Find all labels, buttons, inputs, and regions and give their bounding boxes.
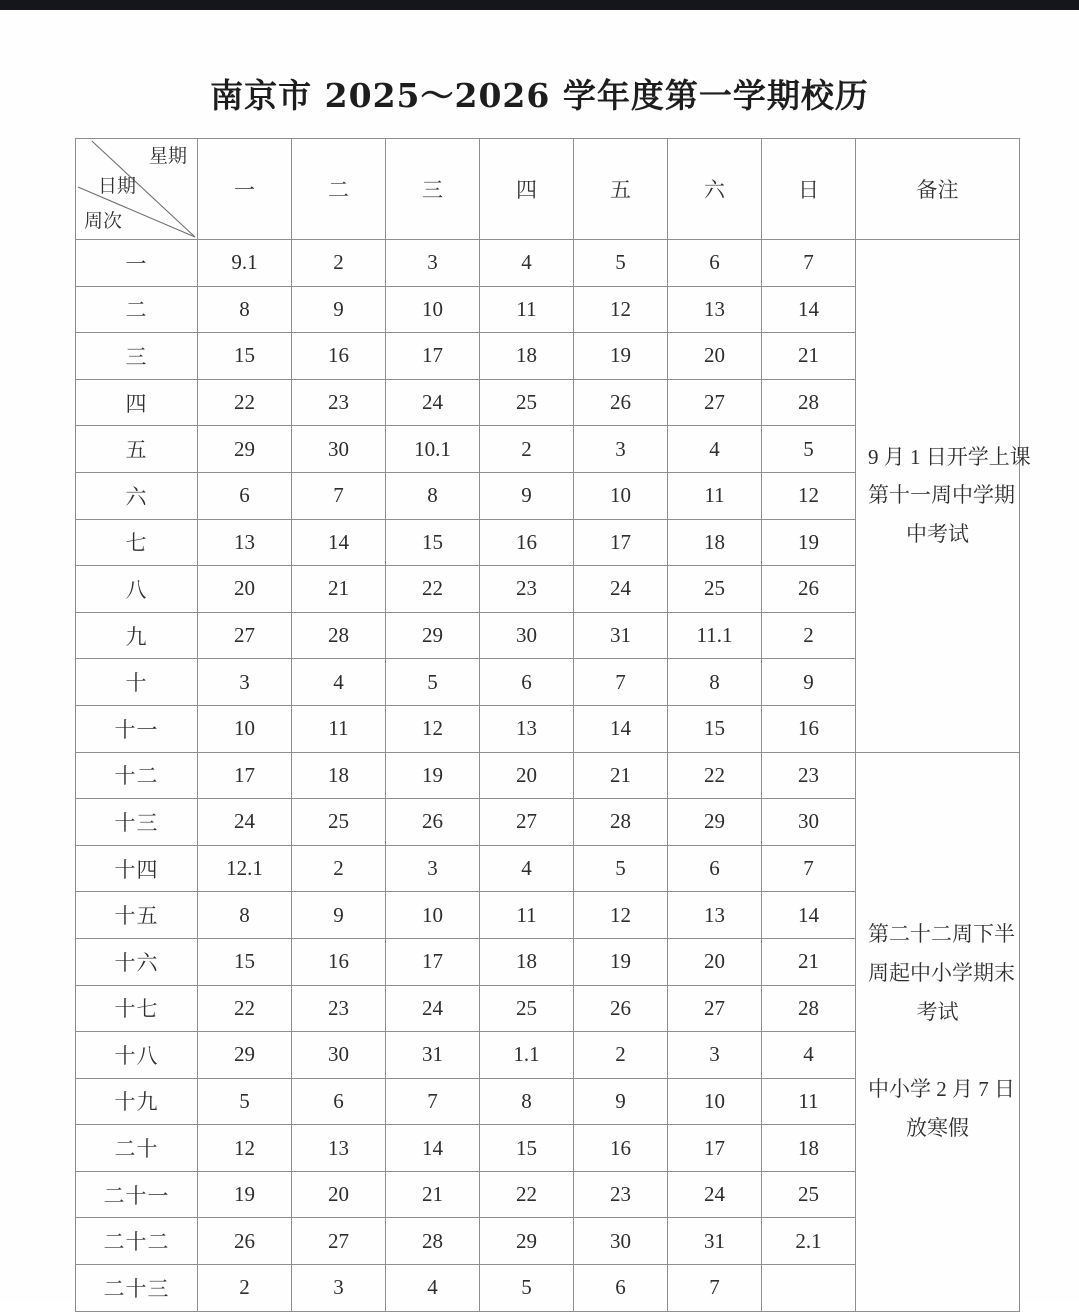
- date-cell: 30: [292, 426, 386, 473]
- week-number-cell: 一: [76, 240, 198, 287]
- date-cell: 10: [386, 286, 480, 333]
- week-number-cell: 四: [76, 379, 198, 426]
- date-cell: 10.1: [386, 426, 480, 473]
- date-cell: 14: [292, 519, 386, 566]
- date-cell: 22: [668, 752, 762, 799]
- weekday-header-5: 五: [574, 139, 668, 240]
- date-cell: 11: [762, 1078, 856, 1125]
- date-cell: 3: [292, 1265, 386, 1312]
- date-cell: 27: [668, 985, 762, 1032]
- date-cell: 6: [480, 659, 574, 706]
- remark-line: 9 月 1 日开学上课: [868, 444, 1031, 469]
- header-corner-cell: [76, 139, 198, 240]
- date-cell: 7: [292, 472, 386, 519]
- date-cell: 2: [198, 1265, 292, 1312]
- date-cell: 21: [292, 566, 386, 613]
- date-cell: 6: [668, 240, 762, 287]
- date-cell: 28: [292, 612, 386, 659]
- date-cell: 26: [574, 985, 668, 1032]
- week-number-cell: 十二: [76, 752, 198, 799]
- week-number-cell: 六: [76, 472, 198, 519]
- date-cell: 3: [668, 1032, 762, 1079]
- date-cell: 26: [574, 379, 668, 426]
- date-cell: 22: [386, 566, 480, 613]
- remark-line: 中小学 2 月 7 日: [868, 1077, 1015, 1102]
- date-cell: 4: [480, 845, 574, 892]
- date-cell: 17: [668, 1125, 762, 1172]
- date-cell: 29: [198, 1032, 292, 1079]
- date-cell: 21: [574, 752, 668, 799]
- date-cell: 10: [668, 1078, 762, 1125]
- week-number-cell: 十七: [76, 985, 198, 1032]
- date-cell: 6: [292, 1078, 386, 1125]
- date-cell: 27: [480, 799, 574, 846]
- date-cell: 11: [668, 472, 762, 519]
- date-cell: 3: [198, 659, 292, 706]
- date-cell: 13: [668, 892, 762, 939]
- date-cell: 2: [292, 845, 386, 892]
- date-cell: 17: [198, 752, 292, 799]
- week-number-cell: 十一: [76, 705, 198, 752]
- document-page: [0, 10, 1079, 1301]
- date-cell: 19: [574, 333, 668, 380]
- weekday-header-6: 六: [668, 139, 762, 240]
- date-cell: 29: [668, 799, 762, 846]
- date-cell: 25: [292, 799, 386, 846]
- date-cell: 2.1: [762, 1218, 856, 1265]
- week-number-cell: 十四: [76, 845, 198, 892]
- date-cell: 28: [762, 379, 856, 426]
- date-cell: 19: [762, 519, 856, 566]
- date-cell: 12: [574, 286, 668, 333]
- date-cell: 11: [292, 705, 386, 752]
- date-cell: 5: [198, 1078, 292, 1125]
- date-cell: 17: [386, 333, 480, 380]
- date-cell: 6: [198, 472, 292, 519]
- week-number-cell: 五: [76, 426, 198, 473]
- remark-cell: [856, 240, 1031, 753]
- date-cell: 17: [574, 519, 668, 566]
- date-cell: 29: [198, 426, 292, 473]
- remark-spacer: [868, 1032, 1007, 1071]
- date-cell: 23: [762, 752, 856, 799]
- date-cell: 24: [386, 379, 480, 426]
- date-cell: 1.1: [480, 1032, 574, 1079]
- date-cell: 5: [386, 659, 480, 706]
- week-number-cell: 十五: [76, 892, 198, 939]
- date-cell: 14: [762, 286, 856, 333]
- date-cell: 16: [574, 1125, 668, 1172]
- date-cell: 27: [198, 612, 292, 659]
- date-cell: 9: [292, 286, 386, 333]
- week-number-cell: 十九: [76, 1078, 198, 1125]
- date-cell: 3: [574, 426, 668, 473]
- date-cell: 31: [386, 1032, 480, 1079]
- remark-line: 第十一周中学期: [868, 483, 1015, 508]
- date-cell: 18: [292, 752, 386, 799]
- date-cell: 26: [762, 566, 856, 613]
- date-cell: 5: [480, 1265, 574, 1312]
- corner-date-label: 日期: [98, 176, 137, 197]
- date-cell: 4: [668, 426, 762, 473]
- week-number-cell: 十: [76, 659, 198, 706]
- date-cell: 9: [762, 659, 856, 706]
- weekday-header-3: 三: [386, 139, 480, 240]
- date-cell: 6: [574, 1265, 668, 1312]
- date-cell: 4: [386, 1265, 480, 1312]
- notes-header: 备注: [856, 139, 1020, 240]
- corner-weekday-label: 星期: [148, 146, 187, 167]
- date-cell: 12: [574, 892, 668, 939]
- weekday-header-4: 四: [480, 139, 574, 240]
- week-number-cell: 二十一: [76, 1171, 198, 1218]
- date-cell: 19: [574, 938, 668, 985]
- date-cell: 30: [574, 1218, 668, 1265]
- date-cell: 8: [668, 659, 762, 706]
- date-cell: [762, 1265, 856, 1312]
- remark-line: 放寒假: [906, 1116, 969, 1141]
- date-cell: 5: [574, 240, 668, 287]
- week-number-cell: 九: [76, 612, 198, 659]
- date-cell: 30: [480, 612, 574, 659]
- date-cell: 30: [762, 799, 856, 846]
- week-number-cell: 二: [76, 286, 198, 333]
- remark-line: 中考试: [906, 522, 969, 547]
- date-cell: 12: [198, 1125, 292, 1172]
- date-cell: 2: [480, 426, 574, 473]
- date-cell: 15: [198, 333, 292, 380]
- date-cell: 4: [480, 240, 574, 287]
- weekday-header-1: 一: [198, 139, 292, 240]
- date-cell: 11: [480, 286, 574, 333]
- top-chrome-bar: [0, 0, 1079, 10]
- date-cell: 9: [574, 1078, 668, 1125]
- date-cell: 15: [386, 519, 480, 566]
- date-cell: 11.1: [668, 612, 762, 659]
- date-cell: 25: [480, 985, 574, 1032]
- week-number-cell: 二十二: [76, 1218, 198, 1265]
- week-number-cell: 十六: [76, 938, 198, 985]
- date-cell: 18: [762, 1125, 856, 1172]
- date-cell: 21: [386, 1171, 480, 1218]
- date-cell: 21: [762, 333, 856, 380]
- date-cell: 20: [668, 333, 762, 380]
- date-cell: 22: [480, 1171, 574, 1218]
- remark-line: 第二十二周下半: [868, 922, 1015, 947]
- date-cell: 7: [668, 1265, 762, 1312]
- week-number-cell: 七: [76, 519, 198, 566]
- date-cell: 8: [198, 286, 292, 333]
- date-cell: 20: [198, 566, 292, 613]
- date-cell: 21: [762, 938, 856, 985]
- date-cell: 11: [480, 892, 574, 939]
- date-cell: 2: [292, 240, 386, 287]
- date-cell: 23: [292, 379, 386, 426]
- date-cell: 25: [668, 566, 762, 613]
- week-number-cell: 十三: [76, 799, 198, 846]
- date-cell: 7: [762, 845, 856, 892]
- date-cell: 20: [292, 1171, 386, 1218]
- date-cell: 3: [386, 240, 480, 287]
- date-cell: 16: [762, 705, 856, 752]
- date-cell: 2: [574, 1032, 668, 1079]
- remark-line: 周起中小学期末: [868, 960, 1015, 985]
- date-cell: 22: [198, 379, 292, 426]
- date-cell: 24: [574, 566, 668, 613]
- table-row: [76, 240, 1020, 287]
- date-cell: 9.1: [198, 240, 292, 287]
- date-cell: 28: [762, 985, 856, 1032]
- date-cell: 12.1: [198, 845, 292, 892]
- date-cell: 30: [292, 1032, 386, 1079]
- table-header-row: [76, 139, 1020, 240]
- date-cell: 19: [198, 1171, 292, 1218]
- date-cell: 27: [292, 1218, 386, 1265]
- week-number-cell: 八: [76, 566, 198, 613]
- date-cell: 29: [386, 612, 480, 659]
- corner-diagonal-split: [76, 139, 197, 239]
- date-cell: 28: [574, 799, 668, 846]
- date-cell: 18: [668, 519, 762, 566]
- date-cell: 16: [292, 333, 386, 380]
- date-cell: 14: [762, 892, 856, 939]
- date-cell: 31: [668, 1218, 762, 1265]
- date-cell: 16: [292, 938, 386, 985]
- date-cell: 13: [198, 519, 292, 566]
- date-cell: 31: [574, 612, 668, 659]
- date-cell: 24: [198, 799, 292, 846]
- remark-cell: [856, 752, 1020, 1311]
- date-cell: 20: [480, 752, 574, 799]
- date-cell: 14: [574, 705, 668, 752]
- date-cell: 26: [386, 799, 480, 846]
- week-number-cell: 二十: [76, 1125, 198, 1172]
- table-row: [76, 752, 1020, 799]
- date-cell: 8: [386, 472, 480, 519]
- date-cell: 27: [668, 379, 762, 426]
- date-cell: 6: [668, 845, 762, 892]
- weekday-header-7: 日: [762, 139, 856, 240]
- date-cell: 15: [480, 1125, 574, 1172]
- date-cell: 19: [386, 752, 480, 799]
- date-cell: 8: [480, 1078, 574, 1125]
- date-cell: 15: [198, 938, 292, 985]
- date-cell: 5: [762, 426, 856, 473]
- date-cell: 29: [480, 1218, 574, 1265]
- date-cell: 25: [762, 1171, 856, 1218]
- calendar-container: [75, 138, 1031, 1312]
- date-cell: 12: [762, 472, 856, 519]
- date-cell: 14: [386, 1125, 480, 1172]
- date-cell: 8: [198, 892, 292, 939]
- date-cell: 17: [386, 938, 480, 985]
- date-cell: 7: [386, 1078, 480, 1125]
- date-cell: 24: [386, 985, 480, 1032]
- date-cell: 26: [198, 1218, 292, 1265]
- date-cell: 9: [292, 892, 386, 939]
- page-title: 南京市 2025～2026 学年度第一学期校历: [210, 76, 869, 115]
- date-cell: 20: [668, 938, 762, 985]
- date-cell: 9: [480, 472, 574, 519]
- remark-line: 考试: [916, 999, 959, 1024]
- date-cell: 10: [198, 705, 292, 752]
- date-cell: 22: [198, 985, 292, 1032]
- date-cell: 24: [668, 1171, 762, 1218]
- school-calendar-table: [75, 138, 1031, 1312]
- date-cell: 13: [480, 705, 574, 752]
- date-cell: 23: [480, 566, 574, 613]
- week-number-cell: 二十三: [76, 1265, 198, 1312]
- date-cell: 13: [292, 1125, 386, 1172]
- date-cell: 25: [480, 379, 574, 426]
- date-cell: 3: [386, 845, 480, 892]
- date-cell: 18: [480, 938, 574, 985]
- date-cell: 7: [762, 240, 856, 287]
- date-cell: 13: [668, 286, 762, 333]
- date-cell: 23: [574, 1171, 668, 1218]
- date-cell: 2: [762, 612, 856, 659]
- date-cell: 15: [668, 705, 762, 752]
- date-cell: 10: [574, 472, 668, 519]
- weekday-header-2: 二: [292, 139, 386, 240]
- date-cell: 4: [762, 1032, 856, 1079]
- date-cell: 12: [386, 705, 480, 752]
- date-cell: 7: [574, 659, 668, 706]
- date-cell: 5: [574, 845, 668, 892]
- week-number-cell: 十八: [76, 1032, 198, 1079]
- date-cell: 23: [292, 985, 386, 1032]
- date-cell: 18: [480, 333, 574, 380]
- date-cell: 16: [480, 519, 574, 566]
- week-number-cell: 三: [76, 333, 198, 380]
- date-cell: 28: [386, 1218, 480, 1265]
- corner-week-index-label: 周次: [84, 211, 123, 232]
- date-cell: 4: [292, 659, 386, 706]
- date-cell: 10: [386, 892, 480, 939]
